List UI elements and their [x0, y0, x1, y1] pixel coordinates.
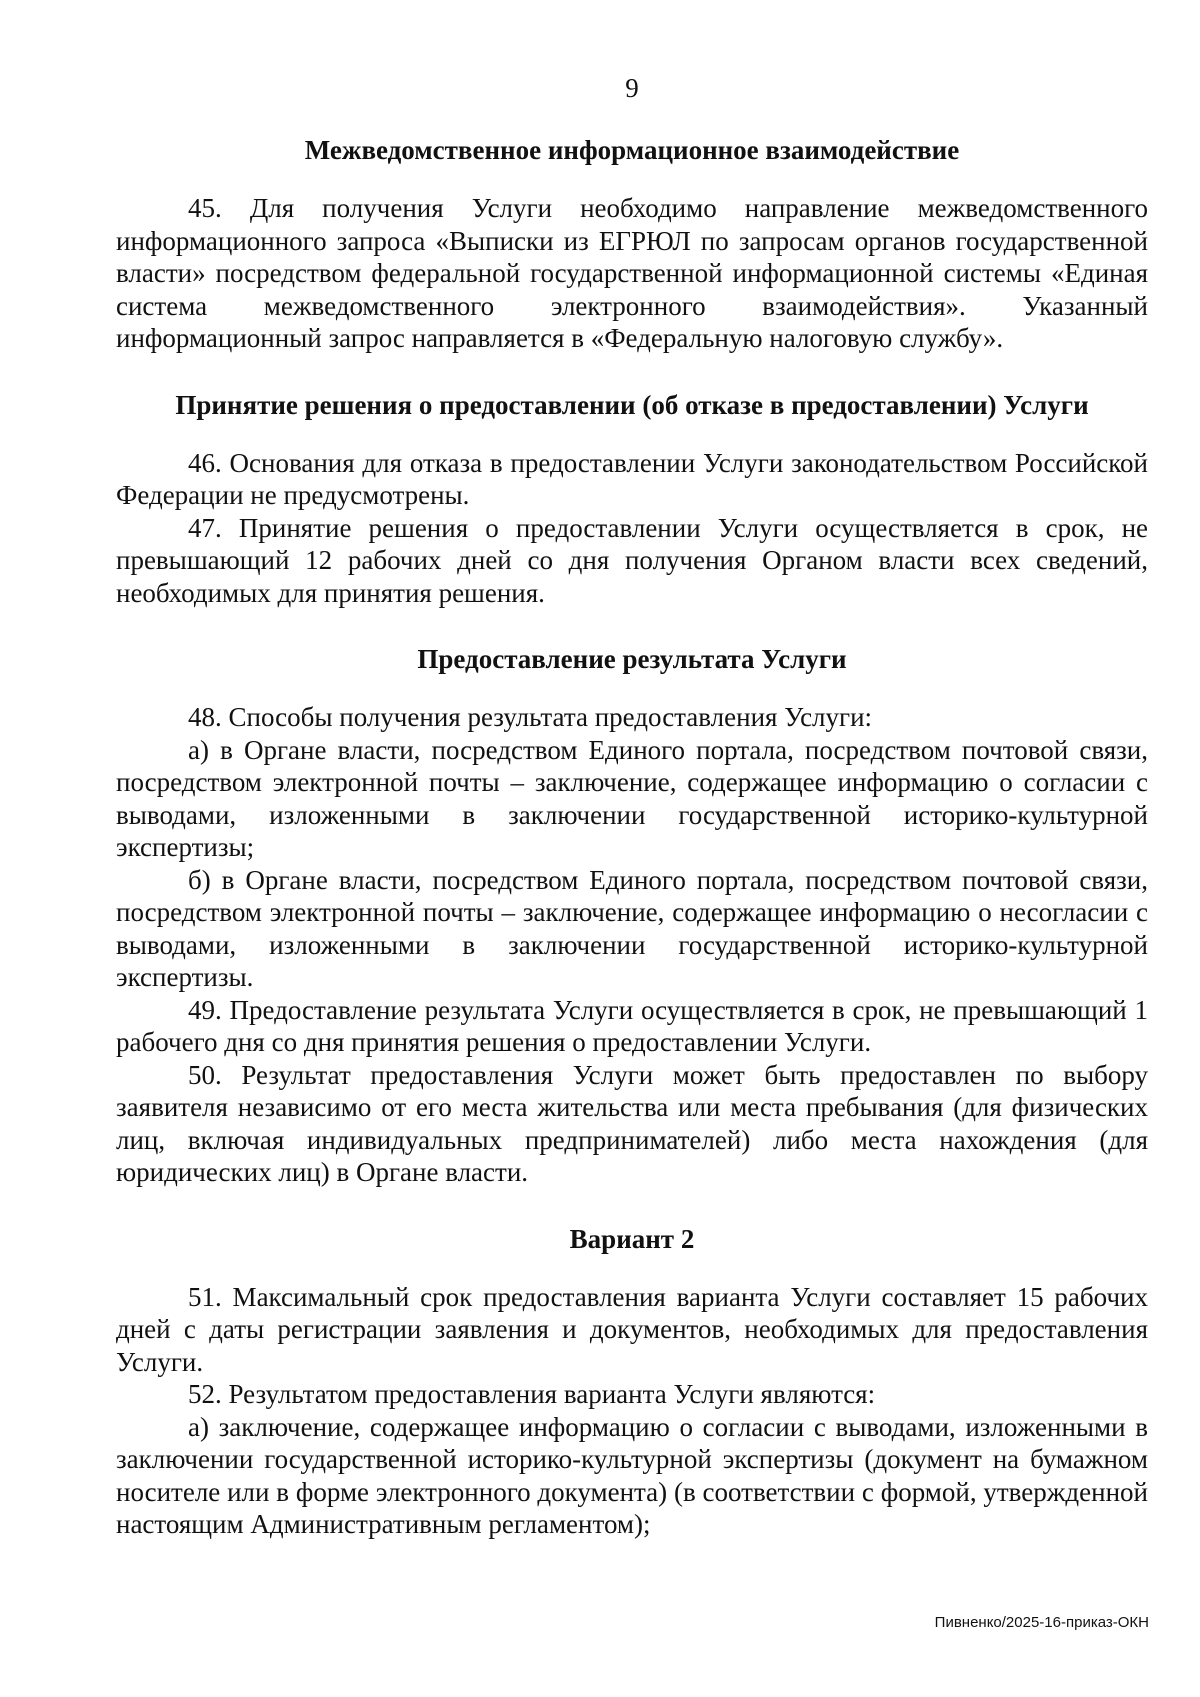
document-footer-code: Пивненко/2025-16-приказ-ОКН: [934, 1614, 1149, 1631]
paragraph: 47. Принятие решения о предоставлении Услуги осуществляется в срок, не превышающий 12 рабочих дней со дня получения Органом власти всех сведений, необходимых для принятия решения.: [116, 512, 1148, 608]
page-number: 9: [625, 73, 639, 103]
paragraph: 51. Максимальный срок предоставления варианта Услуги составляет 15 рабочих дней с даты регистрации заявления и документов, необходимых для предоставления Услуги.: [116, 1281, 1148, 1377]
section-heading: Вариант 2: [569, 1223, 695, 1254]
paragraph: 50. Результат предоставления Услуги может быть предоставлен по выбору заявителя независимо от его места жительства или места пребывания (для физических лиц, включая индивидуальных предпринимателей) либо места нахождения (для юридических лиц) в Органе власти.: [116, 1059, 1148, 1187]
section-heading: Предоставление результата Услуги: [417, 644, 847, 674]
paragraph: 48. Способы получения результата предоставления Услуги:: [188, 702, 873, 732]
paragraph: 45. Для получения Услуги необходимо направление межведомственного информационного запроса «Выписки из ЕГРЮЛ по запросам органов государственной власти» посредством федеральной государственной информационной системы «Единая система межведомственного электронного взаимодействия». Указанный информационный запрос направляется в «Федеральную налоговую службу».: [116, 193, 1148, 353]
document-body: [116, 134, 1148, 1541]
paragraph: 49. Предоставление результата Услуги осуществляется в срок, не превышающий 1 рабочего дня со дня принятия решения о предоставлении Услуги.: [116, 994, 1148, 1057]
section-heading: Межведомственное информационное взаимодействие: [304, 135, 960, 165]
section-heading: Принятие решения о предоставлении (об отказе в предоставлении) Услуги: [175, 389, 1089, 420]
paragraph: 52. Результатом предоставления варианта Услуги являются:: [188, 1379, 876, 1409]
paragraph: б) в Органе власти, посредством Единого портала, посредством почтовой связи, посредством электронной почты – заключение, содержащее информацию о несогласии с выводами, изложенными в заключении государственной историко-культурной экспертизы.: [116, 864, 1148, 992]
paragraph: а) заключение, содержащее информацию о согласии с выводами, изложенными в заключении государственной историко-культурной экспертизы (документ на бумажном носителе или в форме электронного документа) (в соответствии с формой, утвержденной настоящим Административным регламентом);: [116, 1411, 1148, 1539]
paragraph: 46. Основания для отказа в предоставлении Услуги законодательством Российской Федерации не предусмотрены.: [116, 447, 1148, 510]
paragraph: а) в Органе власти, посредством Единого портала, посредством почтовой связи, посредством электронной почты – заключение, содержащее информацию о согласии с выводами, изложенными в заключении государственной историко-культурной экспертизы;: [116, 734, 1148, 862]
